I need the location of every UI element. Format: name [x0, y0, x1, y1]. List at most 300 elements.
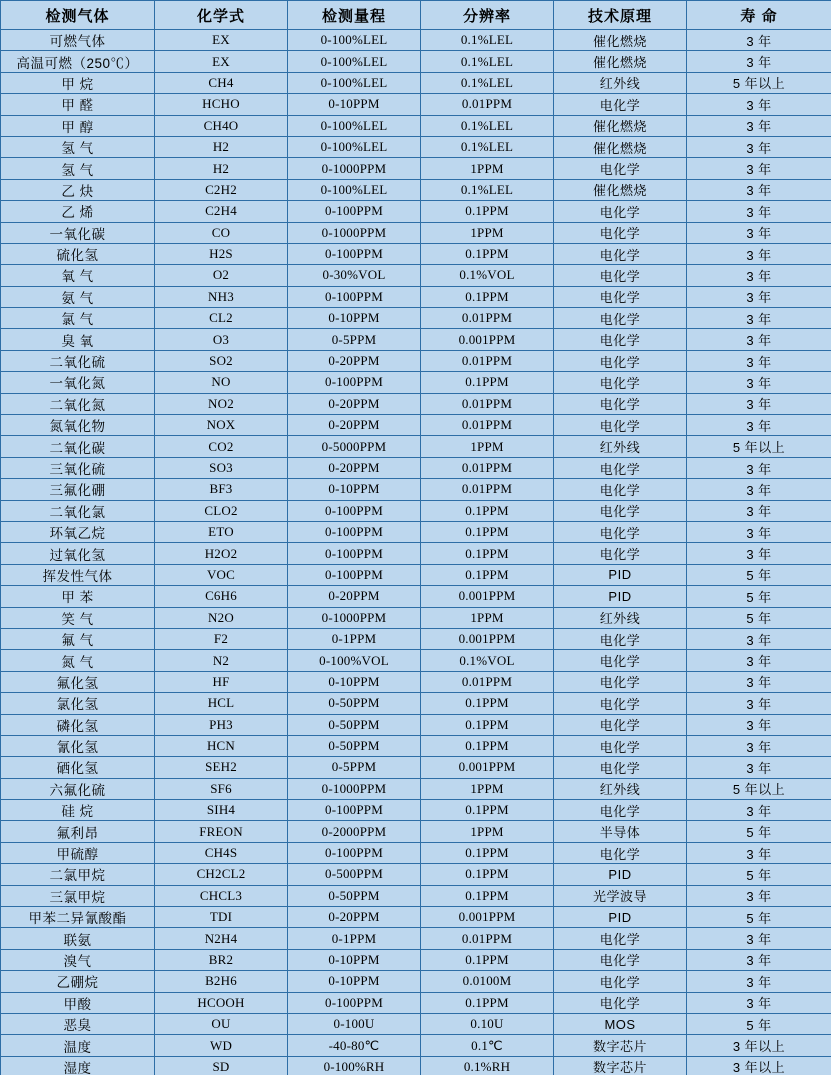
cell-chemical-formula: FREON	[155, 821, 288, 842]
cell-gas-name: 氟化氢	[1, 671, 155, 692]
cell-chemical-formula: TDI	[155, 907, 288, 928]
cell-gas-name: 氮 气	[1, 650, 155, 671]
column-header-chemical-formula: 化学式	[155, 1, 288, 30]
cell-gas-name: 氢 气	[1, 158, 155, 179]
cell-detection-range: 0-100%RH	[288, 1056, 421, 1075]
cell-lifetime: 3 年	[687, 928, 831, 949]
table-row	[1, 436, 831, 457]
cell-lifetime: 3 年	[687, 650, 831, 671]
table-row	[1, 286, 831, 307]
cell-detection-range: 0-50PPM	[288, 885, 421, 906]
cell-detection-range: 0-5PPM	[288, 329, 421, 350]
cell-detection-range: 0-20PPM	[288, 393, 421, 414]
table-row	[1, 778, 831, 799]
cell-gas-name: 乙硼烷	[1, 971, 155, 992]
cell-lifetime: 3 年	[687, 265, 831, 286]
cell-resolution: 0.10U	[421, 1013, 554, 1034]
cell-lifetime: 3 年	[687, 714, 831, 735]
cell-resolution: 0.01PPM	[421, 479, 554, 500]
cell-gas-name: 硅 烷	[1, 800, 155, 821]
cell-resolution: 0.01PPM	[421, 415, 554, 436]
column-header-detection-range: 检测量程	[288, 1, 421, 30]
cell-resolution: 0.001PPM	[421, 586, 554, 607]
table-row	[1, 1056, 831, 1075]
cell-chemical-formula: CHCL3	[155, 885, 288, 906]
cell-lifetime: 3 年	[687, 885, 831, 906]
cell-chemical-formula: CH2CL2	[155, 864, 288, 885]
cell-detection-range: 0-1000PPM	[288, 778, 421, 799]
cell-detection-range: 0-100PPM	[288, 800, 421, 821]
cell-gas-name: 环氧乙烷	[1, 521, 155, 542]
cell-lifetime: 3 年	[687, 479, 831, 500]
cell-resolution: 0.001PPM	[421, 628, 554, 649]
cell-gas-name: 甲 醛	[1, 94, 155, 115]
cell-resolution: 0.1PPM	[421, 500, 554, 521]
cell-lifetime: 5 年	[687, 821, 831, 842]
cell-lifetime: 3 年	[687, 500, 831, 521]
cell-gas-name: 联氨	[1, 928, 155, 949]
cell-lifetime: 3 年	[687, 243, 831, 264]
cell-technology: PID	[554, 564, 687, 585]
cell-technology: 电化学	[554, 628, 687, 649]
cell-resolution: 0.001PPM	[421, 757, 554, 778]
cell-resolution: 0.1%VOL	[421, 650, 554, 671]
cell-chemical-formula: VOC	[155, 564, 288, 585]
cell-technology: 电化学	[554, 393, 687, 414]
cell-detection-range: 0-100%LEL	[288, 115, 421, 136]
table-row	[1, 415, 831, 436]
table-row	[1, 586, 831, 607]
table-row	[1, 308, 831, 329]
cell-technology: MOS	[554, 1013, 687, 1034]
table-row	[1, 179, 831, 200]
cell-resolution: 0.1PPM	[421, 949, 554, 970]
cell-gas-name: 臭 氧	[1, 329, 155, 350]
cell-technology: 电化学	[554, 949, 687, 970]
cell-gas-name: 挥发性气体	[1, 564, 155, 585]
cell-chemical-formula: CL2	[155, 308, 288, 329]
cell-technology: 电化学	[554, 457, 687, 478]
cell-resolution: 1PPM	[421, 607, 554, 628]
cell-chemical-formula: N2H4	[155, 928, 288, 949]
cell-technology: 催化燃烧	[554, 51, 687, 72]
cell-detection-range: 0-100%LEL	[288, 51, 421, 72]
cell-lifetime: 5 年以上	[687, 436, 831, 457]
cell-chemical-formula: CH4	[155, 72, 288, 93]
cell-gas-name: 一氧化碳	[1, 222, 155, 243]
cell-chemical-formula: HCHO	[155, 94, 288, 115]
cell-detection-range: 0-2000PPM	[288, 821, 421, 842]
cell-gas-name: 甲 烷	[1, 72, 155, 93]
cell-technology: 电化学	[554, 543, 687, 564]
cell-technology: 电化学	[554, 286, 687, 307]
cell-resolution: 0.01PPM	[421, 350, 554, 371]
cell-chemical-formula: H2	[155, 158, 288, 179]
cell-gas-name: 氯化氢	[1, 693, 155, 714]
cell-chemical-formula: NH3	[155, 286, 288, 307]
cell-chemical-formula: H2	[155, 136, 288, 157]
table-row	[1, 949, 831, 970]
cell-technology: 数字芯片	[554, 1056, 687, 1075]
table-row	[1, 543, 831, 564]
cell-detection-range: 0-20PPM	[288, 350, 421, 371]
cell-technology: 红外线	[554, 778, 687, 799]
cell-resolution: 0.1PPM	[421, 885, 554, 906]
cell-resolution: 0.1PPM	[421, 864, 554, 885]
cell-lifetime: 5 年	[687, 607, 831, 628]
cell-lifetime: 3 年	[687, 94, 831, 115]
cell-technology: 电化学	[554, 350, 687, 371]
cell-gas-name: 一氧化氮	[1, 372, 155, 393]
table-row	[1, 72, 831, 93]
cell-technology: 电化学	[554, 158, 687, 179]
cell-technology: 电化学	[554, 243, 687, 264]
table-row	[1, 329, 831, 350]
cell-resolution: 0.001PPM	[421, 907, 554, 928]
cell-lifetime: 3 年	[687, 992, 831, 1013]
table-row	[1, 372, 831, 393]
cell-chemical-formula: NO2	[155, 393, 288, 414]
cell-detection-range: 0-50PPM	[288, 714, 421, 735]
cell-gas-name: 三氯甲烷	[1, 885, 155, 906]
cell-gas-name: 三氟化硼	[1, 479, 155, 500]
cell-technology: 电化学	[554, 650, 687, 671]
cell-detection-range: 0-100PPM	[288, 521, 421, 542]
table-row	[1, 350, 831, 371]
cell-lifetime: 3 年	[687, 800, 831, 821]
cell-detection-range: 0-10PPM	[288, 671, 421, 692]
column-header-lifetime: 寿 命	[687, 1, 831, 30]
cell-gas-name: 磷化氢	[1, 714, 155, 735]
table-row	[1, 457, 831, 478]
cell-gas-name: 硒化氢	[1, 757, 155, 778]
cell-technology: 催化燃烧	[554, 30, 687, 51]
cell-resolution: 0.1PPM	[421, 543, 554, 564]
cell-technology: PID	[554, 864, 687, 885]
cell-resolution: 1PPM	[421, 436, 554, 457]
cell-resolution: 0.1PPM	[421, 201, 554, 222]
cell-lifetime: 3 年	[687, 201, 831, 222]
cell-detection-range: 0-10PPM	[288, 949, 421, 970]
cell-chemical-formula: HF	[155, 671, 288, 692]
table-row	[1, 607, 831, 628]
cell-resolution: 0.1PPM	[421, 842, 554, 863]
cell-gas-name: 氢 气	[1, 136, 155, 157]
cell-technology: 催化燃烧	[554, 136, 687, 157]
table-row	[1, 94, 831, 115]
cell-chemical-formula: SEH2	[155, 757, 288, 778]
cell-resolution: 0.1%RH	[421, 1056, 554, 1075]
table-row	[1, 628, 831, 649]
column-header-technology: 技术原理	[554, 1, 687, 30]
cell-technology: 光学波导	[554, 885, 687, 906]
cell-chemical-formula: BF3	[155, 479, 288, 500]
cell-gas-name: 恶臭	[1, 1013, 155, 1034]
cell-technology: 电化学	[554, 992, 687, 1013]
cell-lifetime: 3 年	[687, 179, 831, 200]
cell-chemical-formula: SF6	[155, 778, 288, 799]
cell-lifetime: 5 年	[687, 586, 831, 607]
table-row	[1, 222, 831, 243]
cell-gas-name: 六氟化硫	[1, 778, 155, 799]
cell-technology: 电化学	[554, 928, 687, 949]
cell-chemical-formula: N2O	[155, 607, 288, 628]
cell-detection-range: 0-5PPM	[288, 757, 421, 778]
cell-detection-range: 0-100PPM	[288, 543, 421, 564]
table-row	[1, 158, 831, 179]
cell-chemical-formula: HCN	[155, 735, 288, 756]
cell-chemical-formula: EX	[155, 30, 288, 51]
cell-detection-range: 0-100U	[288, 1013, 421, 1034]
cell-lifetime: 3 年	[687, 842, 831, 863]
cell-technology: PID	[554, 586, 687, 607]
cell-technology: 电化学	[554, 714, 687, 735]
cell-detection-range: 0-1PPM	[288, 928, 421, 949]
cell-gas-name: 甲 醇	[1, 115, 155, 136]
cell-gas-name: 二氧化碳	[1, 436, 155, 457]
cell-chemical-formula: H2O2	[155, 543, 288, 564]
cell-lifetime: 5 年以上	[687, 72, 831, 93]
cell-resolution: 0.1PPM	[421, 800, 554, 821]
cell-detection-range: 0-1000PPM	[288, 158, 421, 179]
table-row	[1, 650, 831, 671]
cell-chemical-formula: C6H6	[155, 586, 288, 607]
cell-detection-range: 0-20PPM	[288, 415, 421, 436]
cell-chemical-formula: CH4S	[155, 842, 288, 863]
cell-lifetime: 3 年	[687, 628, 831, 649]
cell-chemical-formula: WD	[155, 1035, 288, 1056]
cell-gas-name: 甲硫醇	[1, 842, 155, 863]
table-header	[1, 1, 831, 30]
cell-resolution: 0.1PPM	[421, 372, 554, 393]
cell-detection-range: 0-100PPM	[288, 286, 421, 307]
cell-lifetime: 3 年	[687, 457, 831, 478]
cell-resolution: 1PPM	[421, 158, 554, 179]
cell-technology: 电化学	[554, 222, 687, 243]
cell-resolution: 0.1PPM	[421, 521, 554, 542]
cell-gas-name: 乙 炔	[1, 179, 155, 200]
cell-lifetime: 3 年	[687, 308, 831, 329]
cell-lifetime: 3 年	[687, 735, 831, 756]
cell-detection-range: 0-100PPM	[288, 500, 421, 521]
cell-lifetime: 3 年	[687, 543, 831, 564]
cell-lifetime: 3 年	[687, 158, 831, 179]
table-row	[1, 243, 831, 264]
cell-resolution: 0.1PPM	[421, 286, 554, 307]
cell-technology: 催化燃烧	[554, 179, 687, 200]
cell-gas-name: 硫化氢	[1, 243, 155, 264]
cell-technology: 电化学	[554, 265, 687, 286]
cell-gas-name: 氨 气	[1, 286, 155, 307]
cell-resolution: 0.1PPM	[421, 243, 554, 264]
cell-chemical-formula: B2H6	[155, 971, 288, 992]
cell-gas-name: 可燃气体	[1, 30, 155, 51]
cell-gas-name: 湿度	[1, 1056, 155, 1075]
table-row	[1, 971, 831, 992]
cell-technology: 半导体	[554, 821, 687, 842]
cell-technology: 电化学	[554, 500, 687, 521]
cell-chemical-formula: SD	[155, 1056, 288, 1075]
cell-technology: 数字芯片	[554, 1035, 687, 1056]
cell-technology: 电化学	[554, 415, 687, 436]
cell-gas-name: 氟利昂	[1, 821, 155, 842]
cell-technology: 电化学	[554, 94, 687, 115]
cell-resolution: 0.1%LEL	[421, 115, 554, 136]
cell-resolution: 0.01PPM	[421, 671, 554, 692]
cell-detection-range: 0-30%VOL	[288, 265, 421, 286]
cell-detection-range: 0-1000PPM	[288, 222, 421, 243]
cell-technology: 红外线	[554, 72, 687, 93]
table-row	[1, 265, 831, 286]
cell-detection-range: -40-80℃	[288, 1035, 421, 1056]
cell-chemical-formula: O3	[155, 329, 288, 350]
cell-resolution: 0.0100M	[421, 971, 554, 992]
cell-detection-range: 0-100%LEL	[288, 179, 421, 200]
table-row	[1, 201, 831, 222]
cell-technology: 电化学	[554, 479, 687, 500]
table-row	[1, 521, 831, 542]
table-row	[1, 992, 831, 1013]
table-row	[1, 842, 831, 863]
cell-technology: 电化学	[554, 671, 687, 692]
table-row	[1, 928, 831, 949]
cell-gas-name: 三氧化硫	[1, 457, 155, 478]
table-row	[1, 115, 831, 136]
cell-chemical-formula: PH3	[155, 714, 288, 735]
cell-resolution: 0.1℃	[421, 1035, 554, 1056]
cell-detection-range: 0-1PPM	[288, 628, 421, 649]
cell-technology: PID	[554, 907, 687, 928]
cell-lifetime: 3 年	[687, 372, 831, 393]
cell-lifetime: 5 年	[687, 1013, 831, 1034]
table-row	[1, 735, 831, 756]
cell-chemical-formula: O2	[155, 265, 288, 286]
cell-lifetime: 3 年	[687, 693, 831, 714]
table-row	[1, 885, 831, 906]
cell-resolution: 0.1%LEL	[421, 30, 554, 51]
cell-resolution: 0.1PPM	[421, 714, 554, 735]
cell-lifetime: 3 年	[687, 393, 831, 414]
cell-lifetime: 3 年	[687, 521, 831, 542]
cell-detection-range: 0-100%LEL	[288, 136, 421, 157]
cell-chemical-formula: HCOOH	[155, 992, 288, 1013]
cell-chemical-formula: F2	[155, 628, 288, 649]
table-row	[1, 1013, 831, 1034]
cell-detection-range: 0-100%LEL	[288, 30, 421, 51]
cell-chemical-formula: SO3	[155, 457, 288, 478]
column-header-resolution: 分辨率	[421, 1, 554, 30]
cell-technology: 电化学	[554, 308, 687, 329]
table-row	[1, 671, 831, 692]
cell-resolution: 1PPM	[421, 222, 554, 243]
cell-lifetime: 5 年以上	[687, 778, 831, 799]
cell-resolution: 0.01PPM	[421, 308, 554, 329]
cell-resolution: 0.01PPM	[421, 393, 554, 414]
cell-gas-name: 溴气	[1, 949, 155, 970]
cell-detection-range: 0-50PPM	[288, 735, 421, 756]
cell-lifetime: 5 年	[687, 564, 831, 585]
cell-lifetime: 3 年	[687, 30, 831, 51]
cell-detection-range: 0-10PPM	[288, 94, 421, 115]
cell-lifetime: 3 年以上	[687, 1056, 831, 1075]
cell-resolution: 0.01PPM	[421, 928, 554, 949]
table-row	[1, 136, 831, 157]
table-body	[1, 30, 831, 1075]
table-row	[1, 864, 831, 885]
table-row	[1, 800, 831, 821]
cell-chemical-formula: CH4O	[155, 115, 288, 136]
cell-gas-name: 二氧化氮	[1, 393, 155, 414]
cell-detection-range: 0-100PPM	[288, 842, 421, 863]
cell-technology: 电化学	[554, 521, 687, 542]
cell-chemical-formula: N2	[155, 650, 288, 671]
cell-technology: 电化学	[554, 201, 687, 222]
cell-detection-range: 0-20PPM	[288, 907, 421, 928]
cell-resolution: 0.1%LEL	[421, 179, 554, 200]
cell-technology: 电化学	[554, 372, 687, 393]
table-row	[1, 564, 831, 585]
cell-detection-range: 0-1000PPM	[288, 607, 421, 628]
cell-detection-range: 0-500PPM	[288, 864, 421, 885]
cell-gas-name: 二氧化硫	[1, 350, 155, 371]
cell-gas-name: 二氯甲烷	[1, 864, 155, 885]
cell-chemical-formula: SIH4	[155, 800, 288, 821]
table-row	[1, 714, 831, 735]
cell-detection-range: 0-100PPM	[288, 243, 421, 264]
cell-lifetime: 3 年	[687, 136, 831, 157]
cell-chemical-formula: OU	[155, 1013, 288, 1034]
cell-chemical-formula: EX	[155, 51, 288, 72]
cell-detection-range: 0-10PPM	[288, 971, 421, 992]
table-row	[1, 51, 831, 72]
cell-lifetime: 3 年	[687, 286, 831, 307]
cell-gas-name: 温度	[1, 1035, 155, 1056]
table-row	[1, 393, 831, 414]
cell-chemical-formula: NOX	[155, 415, 288, 436]
table-row	[1, 821, 831, 842]
cell-chemical-formula: H2S	[155, 243, 288, 264]
cell-resolution: 0.1%LEL	[421, 72, 554, 93]
cell-detection-range: 0-100PPM	[288, 372, 421, 393]
cell-gas-name: 氰化氢	[1, 735, 155, 756]
cell-chemical-formula: CO	[155, 222, 288, 243]
cell-chemical-formula: CLO2	[155, 500, 288, 521]
cell-technology: 电化学	[554, 735, 687, 756]
cell-gas-name: 二氧化氯	[1, 500, 155, 521]
cell-resolution: 0.1PPM	[421, 992, 554, 1013]
cell-resolution: 0.1%VOL	[421, 265, 554, 286]
cell-chemical-formula: C2H4	[155, 201, 288, 222]
cell-gas-name: 高温可燃（250℃）	[1, 51, 155, 72]
cell-resolution: 1PPM	[421, 821, 554, 842]
cell-technology: 催化燃烧	[554, 115, 687, 136]
cell-detection-range: 0-100PPM	[288, 201, 421, 222]
table-row	[1, 479, 831, 500]
cell-lifetime: 5 年	[687, 907, 831, 928]
cell-gas-name: 氮氧化物	[1, 415, 155, 436]
cell-detection-range: 0-10PPM	[288, 479, 421, 500]
cell-technology: 红外线	[554, 436, 687, 457]
cell-detection-range: 0-10PPM	[288, 308, 421, 329]
cell-technology: 红外线	[554, 607, 687, 628]
cell-resolution: 0.01PPM	[421, 94, 554, 115]
table-row	[1, 30, 831, 51]
cell-resolution: 0.1PPM	[421, 735, 554, 756]
cell-lifetime: 3 年	[687, 222, 831, 243]
cell-gas-name: 甲酸	[1, 992, 155, 1013]
cell-technology: 电化学	[554, 842, 687, 863]
cell-gas-name: 笑 气	[1, 607, 155, 628]
